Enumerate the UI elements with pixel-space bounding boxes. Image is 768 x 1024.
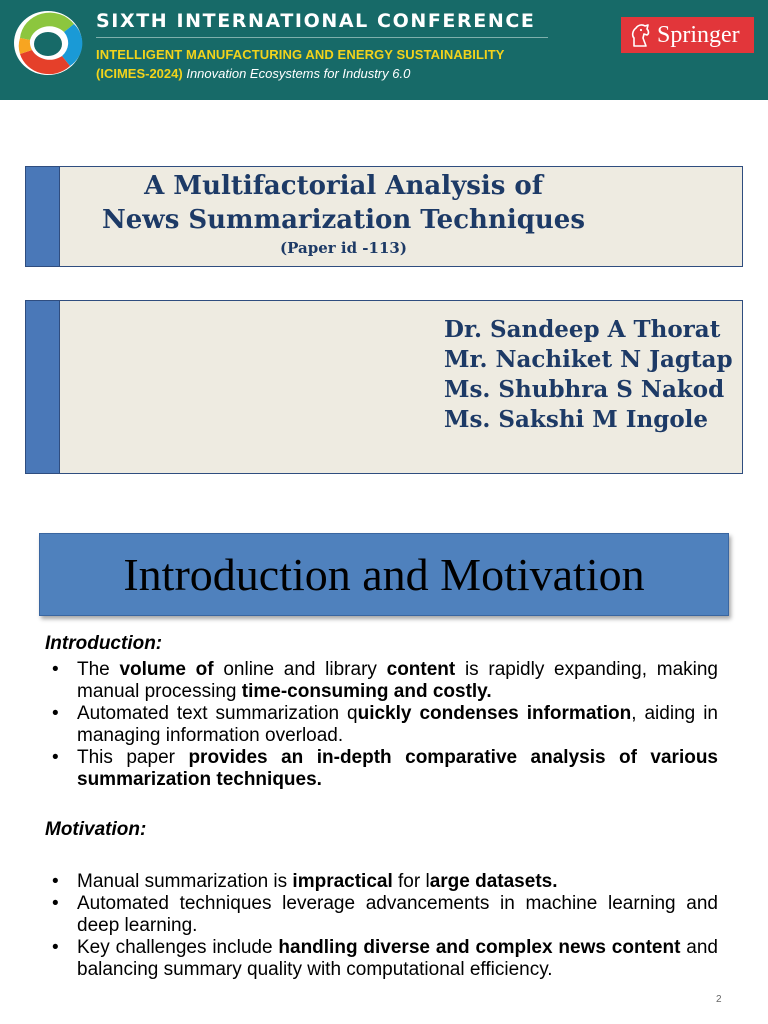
paper-title-box <box>25 166 743 267</box>
authors-box-stripe <box>26 301 60 473</box>
text-run: Automated text summarization q <box>77 703 358 724</box>
title-box-stripe <box>26 167 60 266</box>
conference-banner <box>0 0 768 100</box>
introduction-bullet <box>50 747 718 791</box>
paper-title-line-2: News Summarization Techniques <box>102 205 585 235</box>
bold-text: handling diverse and complex news content <box>278 937 681 958</box>
introduction-bullet <box>50 703 718 747</box>
motivation-bullet <box>50 871 718 893</box>
text-run: Manual summarization is <box>77 871 293 892</box>
text-run: is rapidly expanding, making manual processing <box>77 659 718 702</box>
bold-text: impractical <box>292 871 393 892</box>
motivation-label: Motivation: <box>45 819 147 840</box>
conference-tagline: Innovation Ecosystems for Industry 6.0 <box>186 66 411 81</box>
paper-id: (Paper id -113) <box>280 239 407 257</box>
paper-title-line-1: A Multifactorial Analysis of <box>144 171 543 201</box>
conference-subtitle: INTELLIGENT MANUFACTURING AND ENERGY SUSTAINABILITY <box>96 47 505 62</box>
publisher-name: Springer <box>657 21 740 48</box>
bold-text: arge datasets. <box>429 871 558 892</box>
springer-horse-icon <box>629 22 653 48</box>
authors-box <box>25 300 743 474</box>
bold-text: content <box>386 659 456 680</box>
text-run: The <box>77 659 120 680</box>
author-name: Dr. Sandeep A Thorat <box>444 316 721 343</box>
introduction-bullet-list <box>50 659 718 791</box>
text-run: Key challenges include <box>77 937 279 958</box>
section-heading: Introduction and Motivation <box>39 533 729 616</box>
author-list <box>444 315 733 435</box>
springer-logo <box>621 17 754 53</box>
author-name: Ms. Sakshi M Ingole <box>444 406 709 433</box>
conference-acronym: (ICIMES-2024) <box>96 66 183 81</box>
text-run: for l <box>392 871 430 892</box>
text-run: and balancing summary quality with computational efficiency. <box>77 937 718 980</box>
conference-swirl-logo-icon <box>12 8 84 78</box>
conference-title: SIXTH INTERNATIONAL CONFERENCE <box>96 10 536 32</box>
introduction-bullet <box>50 659 718 703</box>
text-run: , aiding in managing information overload. <box>77 703 718 746</box>
banner-divider <box>96 37 548 38</box>
page-number: 2 <box>716 994 722 1005</box>
text-run: Automated techniques leverage advancements in machine learning and deep learning. <box>77 893 718 936</box>
author-name: Mr. Nachiket N Jagtap <box>444 346 733 373</box>
text-run: online and library <box>213 659 387 680</box>
motivation-bullet-list <box>50 871 718 981</box>
conference-tagline-line <box>96 66 410 81</box>
motivation-bullet <box>50 893 718 937</box>
author-name: Ms. Shubhra S Nakod <box>444 376 725 403</box>
bold-text: provides an in-depth comparative analysis of various summarization techniques. <box>77 747 719 790</box>
bold-text: uickly condenses information <box>357 703 632 724</box>
introduction-label: Introduction: <box>45 633 163 654</box>
bold-text: time-consuming and costly. <box>241 681 492 702</box>
bold-text: volume of <box>119 659 214 680</box>
text-run: This paper <box>77 747 189 768</box>
motivation-bullet <box>50 937 718 981</box>
